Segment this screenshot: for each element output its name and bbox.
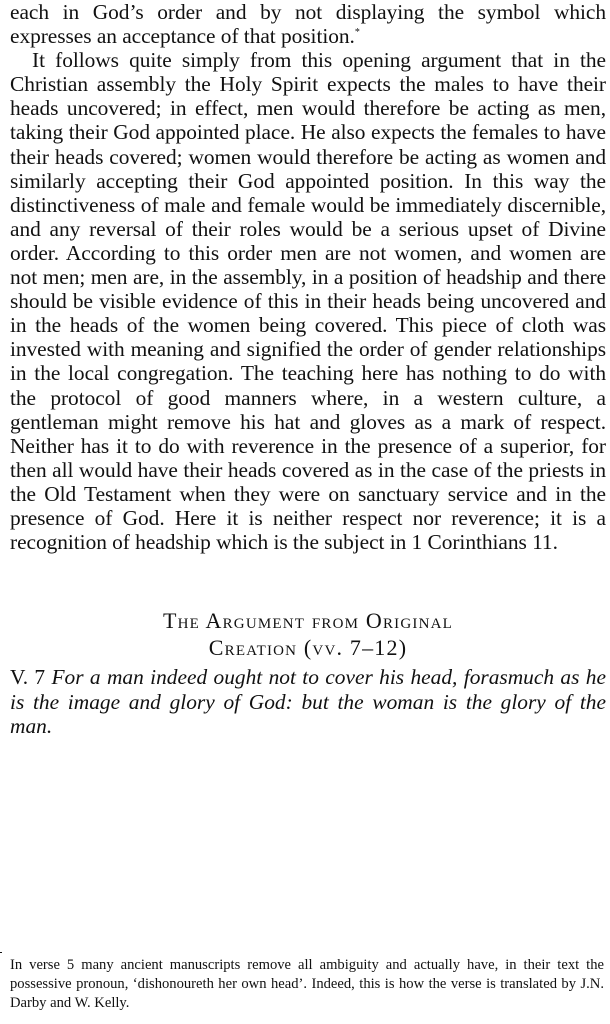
footnote: In verse 5 many ancient manuscripts remove all ambiguity and actually have, in their text the possessive pronoun, ‘dishonoureth her own head’. Indeed, this is how the verse is translated by J.N. Darby and W. Kelly. — [10, 957, 604, 1011]
section-heading-line-2: Creation (vv. 7–12) — [208, 635, 408, 661]
body-paragraph-1-text: each in God’s order and by not displaying the symbol which expresses an acceptance of that position. — [10, 0, 606, 49]
verse-quote — [10, 665, 606, 739]
body-paragraph-2: It follows quite simply from this opening argument that in the Christian assembly the Holy Spirit expects the males to have their heads uncovered; in effect, men would therefore be acting as men, taking their God appointed place. He also expects the females to have their heads covered; women would therefore be acting as women and similarly accepting their God appointed position. In this way the distinctiveness of male and female would be immediately discernible, and any reversal of their roles would be a serious upset of Divine order. According to this order men are not women, and women are not men; men are, in the assembly, in a position of headship and there should be visible evidence of this in their heads being uncovered and in the heads of the women being covered. This piece of cloth was invested with meaning and signified the order of gender relationships in the local congregation. The teaching here has nothing to do with the protocol of good manners where, in a western culture, a gentleman might remove his hat and gloves as a mark of respect. Neither has it to do with reverence in the presence of a superior, for then all would have their heads covered as in the case of the priests in the Old Testament when they were on sanctuary service and in the presence of God. Here it is neither respect nor reverence; it is a recognition of headship which is the subject in 1 Corinthians 11. — [10, 48, 606, 555]
verse-text: For a man indeed ought not to cover his head, forasmuch as he is the image and glory of God: but the woman is the glory of the man. — [10, 665, 606, 739]
footnote-marker: * — [354, 26, 360, 38]
section-heading — [10, 607, 606, 661]
verse-reference: V. 7 — [10, 665, 52, 690]
section-heading-line-1: The Argument from Original — [162, 608, 454, 634]
body-paragraph-1 — [10, 0, 606, 48]
document-page — [10, 0, 606, 760]
footnote-divider — [0, 952, 2, 953]
